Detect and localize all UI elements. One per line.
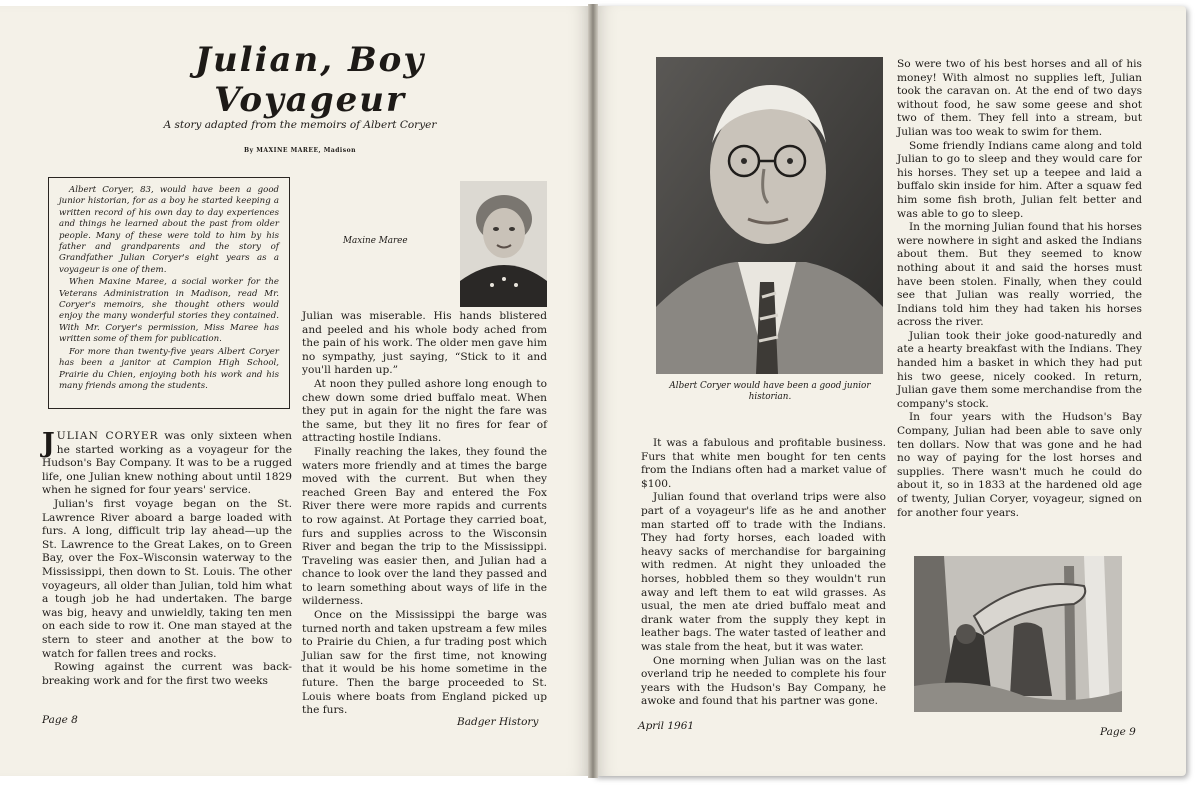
body-paragraph: Once on the Mississippi the barge was turned north and taken upstream a few miles to Prairie du Chien, a fur trading post which Julian saw for the first time, not knowing that it would be his home sometime in the future. Then the barge proceeded to St. Louis where boats from England picked up the furs. [302, 609, 547, 717]
right-column-2 [897, 58, 1142, 520]
right-column-1 [641, 437, 886, 709]
man-portrait-icon [656, 57, 883, 374]
article-title: Julian, Boy Voyageur [194, 40, 426, 120]
body-paragraph: Finally reaching the lakes, they found the waters more friendly and at times the barge moved with the current. But when they reached Green Bay and entered the Fox River there were more rapids and currents to row against. At Portage they carried boat, furs and supplies across to the Wisconsin River and began the trip to the Mississippi. Traveling was easier then, and Julian had a chance to look over the land they passed and to learn something about ways of life in the wilderness. [302, 445, 547, 608]
body-paragraph: So were two of his best horses and all of his money! With almost no supplies left, Julian took the caravan on. At the end of two days without food, he saw some geese and shot two of them. They fell into a stream, but Julian was too weak to swim for them. [897, 58, 1142, 138]
footer-publication-name: Badger History [457, 716, 539, 728]
footer-issue-date: April 1961 [638, 720, 695, 732]
canoe-carry-illustration-icon [914, 556, 1122, 712]
lead-text: was only sixteen when he started working as a voyageur for the Hudson's Bay Company. It was to be a rugged life, one Julian knew nothing about until 1829 when he signed for four years' service. [42, 430, 292, 497]
sidebar-paragraph: When Maxine Maree, a social worker for the Veterans Administration in Madison, read Mr. Coryer's memoirs, she thought others would enjoy the many wonderful stories they contained. With Mr. Coryer's permission, Miss Maree has written some of them for publication. [59, 277, 279, 345]
sidebar-paragraph: For more than twenty-five years Albert Coryer has been a janitor at Campion High School, Prairie du Chien, enjoying both his work and his many friends among the students. [59, 346, 279, 391]
body-paragraph: Julian was miserable. His hands blistered and peeled and his whole body ached from the pain of his work. The older men gave him no sympathy, just saying, “Stick to it and you'll harden up.” [302, 310, 547, 377]
lead-caps: ULIAN CORYER [56, 430, 159, 442]
body-paragraph: One morning when Julian was on the last overland trip he needed to complete his four years with the Hudson's Bay Company, he awoke and found that his partner was gone. [641, 654, 886, 708]
body-paragraph: At noon they pulled ashore long enough to chew down some dried buffalo meat. When they put in again for the night the fare was the same, but they lit no fires for fear of attracting hostile Indians. [302, 377, 547, 445]
left-column-2 [302, 310, 547, 718]
article-byline: By MAXINE MAREE, Madison [244, 147, 356, 154]
body-paragraph: Julian found that overland trips were also part of a voyageur's life as he and another man started off to trade with the Indians. They had forty horses, each loaded with heavy sacks of merchandise for bargaining with redmen. At night they unloaded the horses, hobbled them so they wouldn't run away and left them to eat wild grasses. As usual, the men ate dried buffalo meat and drank water from the supply they kept in leather bags. The water tasted of leather and was stale from the heat, but it was water. [641, 491, 886, 653]
lead-paragraph [42, 430, 292, 498]
body-paragraph: In four years with the Hudson's Bay Company, Julian had been able to save only ten dollars. Now that was gone and he had no way of paying for the lost horses and supplies. There wasn't much he could do about it, so in 1833 at the hardened old age of twenty, Julian Coryer, voyageur, signed on for another four years. [897, 411, 1142, 519]
sidebar-paragraph: Albert Coryer, 83, would have been a good junior historian, for as a boy he started keeping a written record of his own day to day experiences and things he learned about the past from older people. Many of these were told to him by his father and grandparents and the story of Grandfather Julian Coryer's eight years as a voyageur is one of them. [59, 185, 279, 275]
article-subtitle: A story adapted from the memoirs of Albert Coryer [163, 119, 437, 131]
left-column-1 [42, 430, 292, 688]
author-portrait-photo [460, 181, 547, 307]
intro-sidebar-box [48, 177, 290, 409]
body-paragraph: Rowing against the current was back-breaking work and for the first two weeks [42, 661, 292, 687]
body-paragraph: In the morning Julian found that his horses were nowhere in sight and asked the Indians about them. But they seemed to know nothing about it and said the horses must have been stolen. Finally, when they could see that Julian was really worried, the Indians told him they had taken his horses across the river. [897, 221, 1142, 329]
book-gutter [588, 4, 598, 778]
drop-cap: J [42, 428, 55, 459]
albert-coryer-photo [656, 57, 883, 374]
woman-portrait-icon [460, 181, 547, 307]
author-portrait-caption: Maxine Maree [343, 236, 408, 246]
body-paragraph: Julian's first voyage began on the St. Lawrence River aboard a barge loaded with furs. A long, difficult trip lay ahead—up the St. Lawrence to the Great Lakes, on to Green Bay, over the Fox–Wisconsin waterway to the Mississippi, then down to St. Louis. The other voyageurs, all older than Julian, told him what a tough job he had undertaken. The barge was big, heavy and unwieldly, taking ten men on each side to row it. One man stayed at the stern to steer and another at the bow to watch for fallen trees and rocks. [42, 497, 292, 660]
photo-caption: Albert Coryer would have been a good junior historian. [669, 381, 871, 402]
body-paragraph: Some friendly Indians came along and told Julian to go to sleep and they would care for his horses. They set up a teepee and laid a buffalo skin inside for him. After a squaw fed him some fish broth, Julian felt better and was able to go to sleep. [897, 139, 1142, 220]
body-paragraph: Julian took their joke good-naturedly and ate a hearty breakfast with the Indians. They handed him a basket in which they had put his two geese, nicely cooked. In return, Julian gave them some merchandise from the company's stock. [897, 329, 1142, 410]
footer-page-number-left: Page 8 [42, 714, 78, 726]
voyageur-portage-illustration [914, 556, 1122, 712]
footer-page-number-right: Page 9 [1100, 726, 1136, 738]
body-paragraph: It was a fabulous and profitable business. Furs that white men bought for ten cents from the Indians often had a market value of $100. [641, 437, 886, 490]
